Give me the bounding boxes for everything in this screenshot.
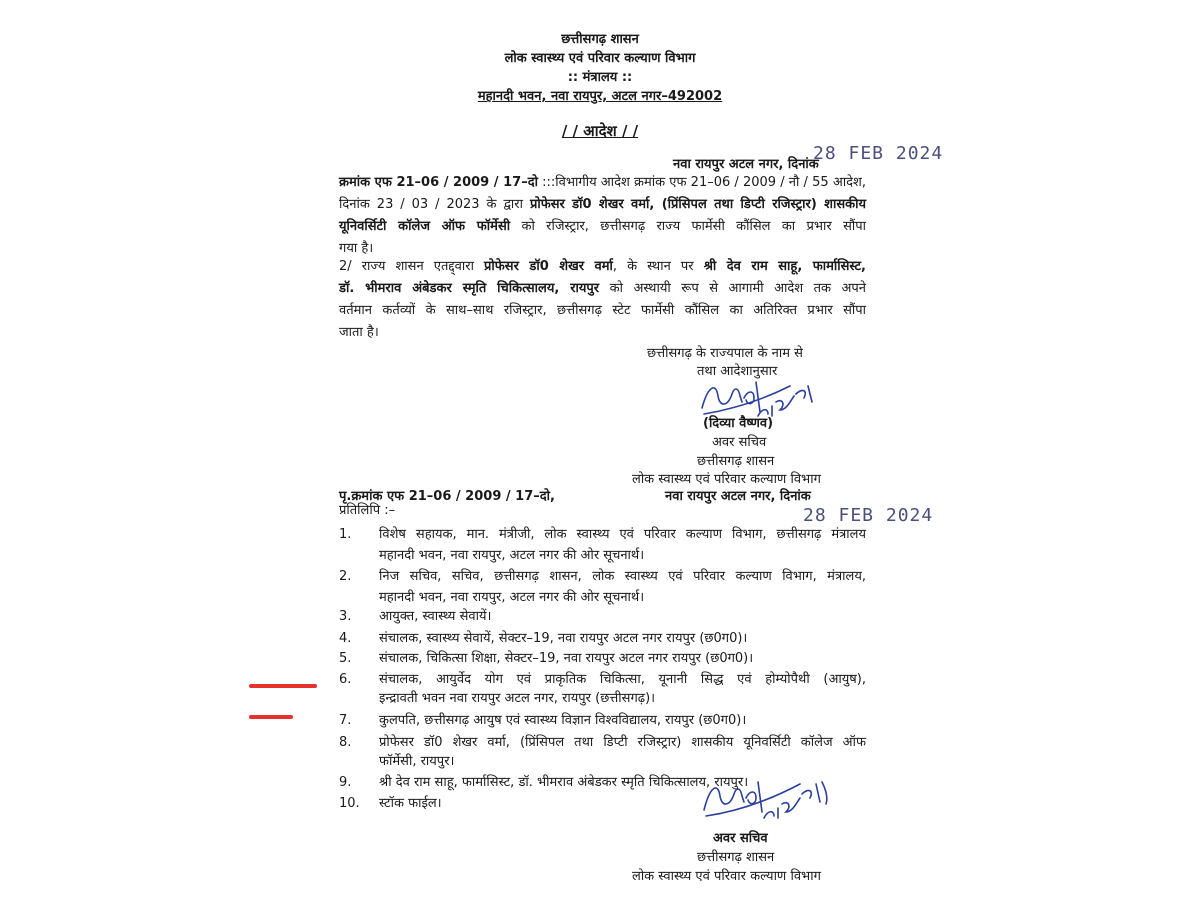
para2-line4: जाता है। <box>339 325 379 340</box>
copy-item-2-line2: महानदी भवन, नवा रायपुर, अटल नगर की ओर सूचनार्थ। <box>379 590 645 605</box>
sign2-designation: अवर सचिव <box>713 831 768 846</box>
copy-item-4: संचालक, स्वास्थ्य सेवायें, सेक्टर–19, नवा रायपुर अटल नगर रायपुर (छ0ग0)। <box>379 631 748 646</box>
signatory-govt: छत्तीसगढ़ शासन <box>697 454 775 469</box>
red-highlight-mark <box>249 715 293 719</box>
sign2-govt: छत्तीसगढ़ शासन <box>697 850 775 865</box>
copy-item-number: 10. <box>339 796 360 811</box>
header-address: महानदी भवन, नवा रायपुर, अटल नगर–492002 <box>477 89 723 104</box>
governor-order-line2: तथा आदेशानुसार <box>697 364 778 379</box>
signatory-dept: लोक स्वास्थ्य एवं परिवार कल्याण विभाग <box>632 472 821 487</box>
header-ministry: :: मंत्रालय :: <box>567 70 633 85</box>
copy-item-8-line2: फॉर्मेसी, रायपुर। <box>379 754 455 769</box>
header-government: छत्तीसगढ़ शासन <box>561 32 639 47</box>
copy-item-1-line2: महानदी भवन, नवा रायपुर, अटल नगर की ओर सूचनार्थ। <box>379 548 645 563</box>
signatory-name: (दिव्या वैष्णव) <box>703 416 774 431</box>
para1-line1: क्रमांक एफ 21–06 / 2009 / 17–दो :::विभागीय आदेश क्रमांक एफ 21–06 / 2009 / नौ / 55 आदेश, <box>339 175 866 190</box>
date-stamp: 28 FEB 2024 <box>813 143 944 164</box>
copy-item-1-line1: विशेष सहायक, मान. मंत्रीजी, लोक स्वास्थ्य एवं परिवार कल्याण विभाग, छत्तीसगढ़ मंत्रालय <box>379 527 866 542</box>
para2-line1: 2/ राज्य शासन एतद्द्वारा प्रोफेसर डॉ0 शेखर वर्मा, के स्थान पर श्री देव राम साहू, फार्मासिस्ट, <box>339 259 866 274</box>
governor-order-line1: छत्तीसगढ़ के राज्यपाल के नाम से <box>647 346 803 361</box>
para1-line3: यूनिवर्सिटी कॉलेज ऑफ फॉर्मेसी को रजिस्ट्रार, छत्तीसगढ़ राज्य फार्मेसी कौंसिल का प्रभार सौंपा <box>339 219 866 234</box>
endorsement-place-date: नवा रायपुर अटल नगर, दिनांक <box>665 489 811 504</box>
copy-item-6-line2: इन्द्रावती भवन नवा रायपुर अटल नगर, रायपुर (छत्तीसगढ़)। <box>379 691 656 706</box>
sign2-dept: लोक स्वास्थ्य एवं परिवार कल्याण विभाग <box>632 869 821 884</box>
copy-item-number: 3. <box>339 609 352 624</box>
copy-item-6-line1: संचालक, आयुर्वेद योग एवं प्राकृतिक चिकित्सा, यूनानी सिद्ध एवं होम्योपैथी (आयुष), <box>379 672 866 687</box>
handwritten-signature-2 <box>700 770 835 828</box>
para2-line3: वर्तमान कर्तव्यों के साथ–साथ रजिस्ट्रार, छत्तीसगढ़ स्टेट फार्मेसी कौंसिल का अतिरिक्त प्रभार सौंपा <box>339 303 866 318</box>
para1-line2: दिनांक 23 / 03 / 2023 के द्वारा प्रोफेसर डॉ0 शेखर वर्मा, (प्रिंसिपल तथा डिप्टी रजिस्ट्रार) शासकीय <box>339 197 866 212</box>
place-date: नवा रायपुर अटल नगर, दिनांक <box>673 157 819 172</box>
copy-item-number: 5. <box>339 651 352 666</box>
copy-item-10: स्टॉक फाईल। <box>379 796 442 811</box>
endorsement-number: पृ.क्रमांक एफ 21–06 / 2009 / 17–दो, <box>339 489 555 504</box>
copy-item-9: श्री देव राम साहू, फार्मासिस्ट, डॉ. भीमराव अंबेडकर स्मृति चिकित्सालय, रायपुर। <box>379 775 749 790</box>
copy-item-number: 7. <box>339 713 352 728</box>
para2-line2: डॉ. भीमराव अंबेडकर स्मृति चिकित्सालय, रायपुर को अस्थायी रूप से आगामी आदेश तक अपने <box>339 281 866 296</box>
copy-item-number: 8. <box>339 735 352 750</box>
order-title: / / आदेश / / <box>561 122 639 140</box>
copy-item-number: 4. <box>339 631 352 646</box>
para1-line4: गया है। <box>339 241 374 256</box>
copy-item-number: 6. <box>339 672 352 687</box>
copy-item-3: आयुक्त, स्वास्थ्य सेवायें। <box>379 609 492 624</box>
endorsement-date-stamp: 28 FEB 2024 <box>803 505 934 526</box>
copy-item-8-line1: प्रोफेसर डॉ0 शेखर वर्मा, (प्रिंसिपल तथा डिप्टी रजिस्ट्रार) शासकीय यूनिवर्सिटी कॉलेज ऑफ <box>379 735 866 750</box>
copy-item-number: 9. <box>339 775 352 790</box>
copy-item-number: 2. <box>339 569 352 584</box>
copy-item-number: 1. <box>339 527 352 542</box>
red-highlight-mark <box>249 684 317 688</box>
signatory-designation: अवर सचिव <box>712 435 767 450</box>
header-department: लोक स्वास्थ्य एवं परिवार कल्याण विभाग <box>504 51 696 66</box>
copy-item-2-line1: निज सचिव, सचिव, छत्तीसगढ़ शासन, लोक स्वास्थ्य एवं परिवार कल्याण विभाग, मंत्रालय, <box>379 569 866 584</box>
copy-item-5: संचालक, चिकित्सा शिक्षा, सेक्टर–19, नवा रायपुर अटल नगर रायपुर (छ0ग0)। <box>379 651 754 666</box>
copy-label: प्रतिलिपि :– <box>339 503 396 518</box>
copy-item-7: कुलपति, छत्तीसगढ़ आयुष एवं स्वास्थ्य विज्ञान विश्वविद्यालय, रायपुर (छ0ग0)। <box>379 713 747 728</box>
